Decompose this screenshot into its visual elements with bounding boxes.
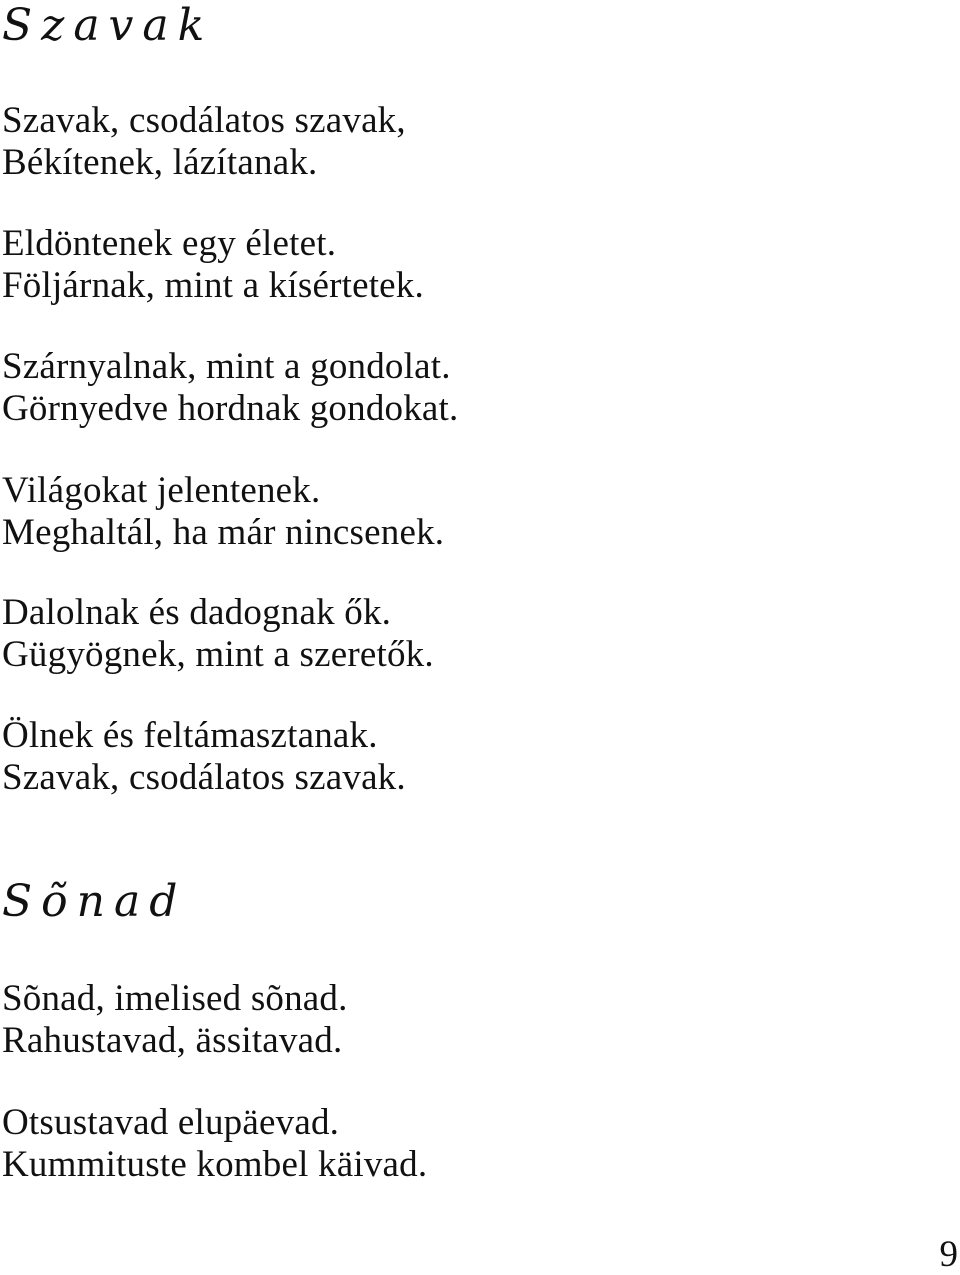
poem-line: Gügyögnek, mint a szeretők. [2, 634, 434, 675]
poem-line: Kummituste kombel käivad. [2, 1144, 428, 1185]
poem-line: Dalolnak és dadognak ők. [2, 592, 392, 633]
poem-line: Békítenek, lázítanak. [2, 142, 318, 183]
poem-line: Ölnek és feltámasztanak. [2, 715, 378, 756]
poem-line: Szárnyalnak, mint a gondolat. [2, 346, 451, 387]
poem-line: Szavak, csodálatos szavak, [2, 100, 406, 141]
poem-line: Följárnak, mint a kísértetek. [2, 265, 424, 306]
poem-line: Rahustavad, ässitavad. [2, 1020, 343, 1061]
poem-line: Szavak, csodálatos szavak. [2, 757, 406, 798]
poem-line: Meghaltál, ha már nincsenek. [2, 512, 445, 553]
poem-line: Sõnad, imelised sõnad. [2, 978, 348, 1019]
page-number: 9 [939, 1234, 958, 1275]
poem-title-estonian: Sõnad [2, 876, 187, 927]
poem-line: Világokat jelentenek. [2, 470, 321, 511]
poem-line: Otsustavad elupäevad. [2, 1102, 340, 1143]
poem-title-hungarian: Szavak [2, 0, 214, 51]
poem-line: Görnyedve hordnak gondokat. [2, 388, 459, 429]
poem-line: Eldöntenek egy életet. [2, 223, 337, 264]
